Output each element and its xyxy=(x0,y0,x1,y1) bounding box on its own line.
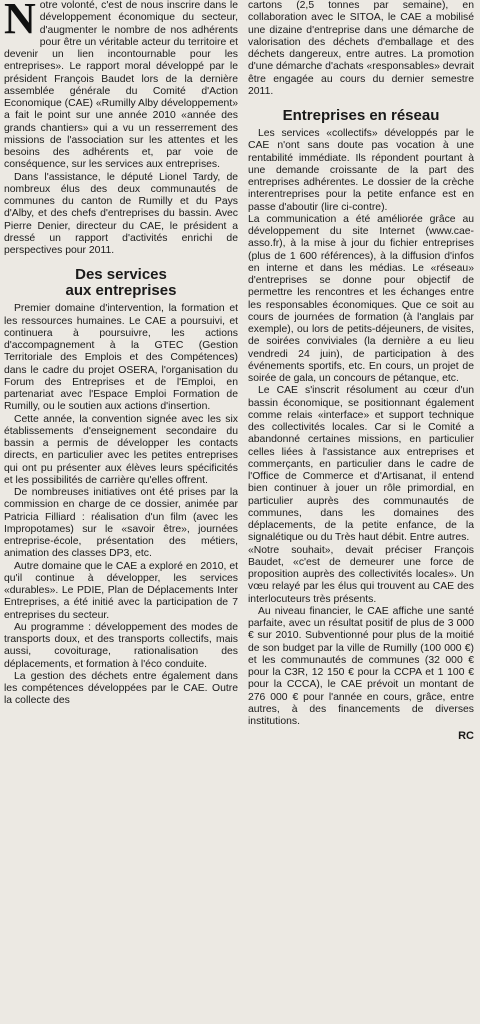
subheading-network: Entreprises en réseau xyxy=(282,107,440,124)
subheading-line: Des services xyxy=(75,266,167,284)
paragraph: Cette année, la convention signée avec les six établissements d'enseignement secondaire du bassin a permis de développer les contacts directs, en particulier avec les petites entreprises qui ont pu présenter aux élèves leurs spécificités et les possibilités de carrière qu'elles offrent. xyxy=(4,413,238,486)
paragraph: La communication a été améliorée grâce au développement du site Internet (www.cae-asso.fr), à la mise à jour du fichier entreprises (plus de 1 600 références), à la diffusion d'infos en interne et dans les médias. Le «réseau» d'entreprises se donne pour objectif de permettre les rencontres et les échanges entre les responsables économiques. Que ce soit au cours de journées de formation (à l'anglais par exemple), ou lors de petits-déjeuners, de visites, de soirées conviviales (la dernière a eu lieu vendredi 24 juin), de participation à des événements sportifs, etc. En cours, un projet de soirée de gala, un concours de pétanque, etc. xyxy=(248,213,474,384)
paragraph-intro-text: otre volonté, c'est de nous inscrire dans le développement économique du secteur, d'augmenter le nombre de nos adhérents pour être un véritable acteur du territoire et devenir un lien incontournable pour les entreprises». Le rapport moral développé par le président François Baudet lors de la dernière assemblée générale du Comité d'Action Economique (CAE) «Rumilly Alby développement» a fait le point sur une année 2010 «année des grands chantiers» qui a vu un resserrement des missions de l'association sur les attentes et les besoins des adhérents et, par voie de conséquence, sur les services aux entreprises. xyxy=(4,0,238,171)
paragraph: La gestion des déchets entre également dans les compétences développées par le CAE. Outre la collecte des xyxy=(4,670,238,707)
paragraph: Au niveau financier, le CAE affiche une santé parfaite, avec un résultat positif de plus de 3 000 € sur 2010. Subventionné pour plus de la moitié de son budget par la ville de Rumilly (100 000 €) et les communautés de communes (32 000 € pour la C3R, 12 150 € pour la CCPA et 1 100 € pour la CCCA), le CAE prévoit un montant de 276 000 € pour l'année en cours, grâce, entre autres, à des financements de diverses institutions. xyxy=(248,605,474,727)
paragraph: De nombreuses initiatives ont été prises par la commission en charge de ce dossier, animée par Patricia Filliard : réalisation d'un film (avec les Impropotames) sur le «savoir être», journées entreprise-école, présentation des métiers, animation des classes DP3, etc. xyxy=(4,487,238,560)
paragraph: Le CAE s'inscrit résolument au cœur d'un bassin économique, se positionnant également comme relais «interface» et support technique des collectivités locales. Car si le Comité a abandonné certaines missions, en particulier celles liées à l'assistance aux entreprises et commerçants, en particulier dans le cadre de l'Office de Commerce et d'Artisanat, il entend bien continuer à jouer un rôle primordial, en particulier auprès des communautés de communes, dans les domaines des déplacements, de la petite enfance, de la signalétique ou du Très haut débit. Entre autres. xyxy=(248,385,474,544)
drop-cap: N xyxy=(4,0,36,43)
paragraph: Autre domaine que le CAE a exploré en 2010, et qu'il continue à développer, les services «durables». Le PDIE, Plan de Déplacements Inter Entreprises, a été initié avec la participation de 7 entreprises du secteur. xyxy=(4,560,238,621)
subheading-line: aux entreprises xyxy=(65,282,177,300)
paragraph: «Notre souhait», devait préciser François Baudet, «c'est de demeurer une force de proposition auprès des collectivités locales». Un vœu relayé par les élus qui trouvent au CAE des interlocuteurs très présents. xyxy=(248,544,474,605)
article-column-right xyxy=(248,0,474,743)
paragraph: Les services «collectifs» développés par le CAE n'ont sans doute pas vocation à une rentabilité immédiate. Ils répondent pourtant à une demande croissante de la part des entreprises adhérentes. Le dossier de la crèche interentreprises pour la petite enfance est en passe d'aboutir (lire ci-contre). xyxy=(248,128,474,213)
article-column-left xyxy=(4,0,238,708)
paragraph: cartons (2,5 tonnes par semaine), en collaboration avec le SITOA, le CAE a mobilisé une dizaine d'entreprise dans une démarche de valorisation des déchets d'emballage et des déchets dangereux, entre autres. La promotion d'une démarche d'achats «responsables» devrait être engagée au cours du dernier semestre 2011. xyxy=(248,0,474,97)
paragraph-intro xyxy=(4,0,238,172)
paragraph: Dans l'assistance, le député Lionel Tardy, de nombreux élus des deux communautés de communes du canton de Rumilly et du Pays d'Alby, et des chefs d'entreprises du bassin. Avec Pierre Denier, directeur du CAE, le président a dressé un rapport d'activités enrichi de perspectives pour 2011. xyxy=(4,171,238,256)
paragraph: Au programme : développement des modes de transports doux, et des transports collectifs, mais aussi, covoiturage, rationalisation des déplacements, et formation à l'éco conduite. xyxy=(4,621,238,670)
author-signature: RC xyxy=(458,730,474,743)
paragraph: Premier domaine d'intervention, la formation et les ressources humaines. Le CAE a poursuivi, et continuera à poursuivre, les actions d'accompagnement à la GTEC (Gestion Territoriale des Emplois et des Compétences) dans le cadre du projet OSERA, l'organisation du Forum des Entreprises et de l'Emploi, en partenariat avec l'Espace Emploi Formation de Rumilly, ou le soutien aux actions d'insertion. xyxy=(4,303,238,413)
subheading-services xyxy=(4,267,238,299)
